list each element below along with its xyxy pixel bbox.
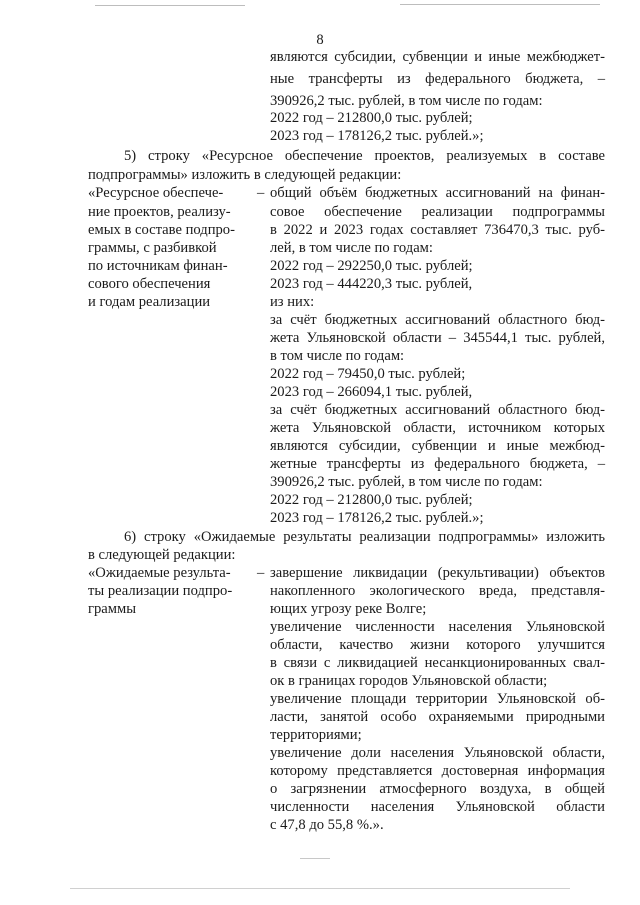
item6-right-line: ласти, занятой особо охраняемыми природными xyxy=(270,709,605,725)
item6-intro-line: в следующей редакции: xyxy=(88,547,236,563)
scan-artifact xyxy=(95,5,245,6)
item5-right-line: 2023 год – 178126,2 тыс. рублей.»; xyxy=(270,510,484,526)
item6-right-line: увеличение доли населения Ульяновской области, xyxy=(270,745,605,761)
item5-right-line: 2022 год – 79450,0 тыс. рублей; xyxy=(270,366,466,382)
item5-right-line: лей, в том числе по годам: xyxy=(270,240,433,256)
item5-left-line: по источникам финан- xyxy=(88,258,228,274)
top-block-line: ные трансферты из федерального бюджета, – xyxy=(270,71,605,87)
item6-intro-line: 6) строку «Ожидаемые результаты реализации подпрограммы» изложить xyxy=(124,529,605,545)
page-number: 8 xyxy=(316,32,324,48)
scan-artifact xyxy=(400,4,600,5)
item5-right-line: из них: xyxy=(270,294,315,310)
item5-right-line: жета Ульяновской области – 345544,1 тыс. рублей, xyxy=(270,330,605,346)
item6-right-line: увеличение площади территории Ульяновской об- xyxy=(270,691,605,707)
item5-right-line: 2022 год – 212800,0 тыс. рублей; xyxy=(270,492,473,508)
scan-artifact xyxy=(70,888,570,889)
top-block-line: 2023 год – 178126,2 тыс. рублей.»; xyxy=(270,128,484,144)
item6-right-line: в связи с ликвидацией несанкционированных свал- xyxy=(270,655,605,671)
item5-right-line: общий объём бюджетных ассигнований на финан- xyxy=(270,185,605,201)
item6-right-line: которому представляется достоверная информация xyxy=(270,763,605,779)
item5-right-line: 2022 год – 292250,0 тыс. рублей; xyxy=(270,258,473,274)
item6-right-line: завершение ликвидации (рекультивации) объектов xyxy=(270,565,605,581)
item6-right-line: накопленного экологического вреда, представля- xyxy=(270,583,605,599)
item6-right-line: численности населения Ульяновской области xyxy=(270,799,605,815)
item5-right-line: за счёт бюджетных ассигнований областного бюд- xyxy=(270,402,605,418)
item5-right-line: являются субсидии, субвенции и иные межбюд- xyxy=(270,438,605,454)
item5-left-line: и годам реализации xyxy=(88,294,211,310)
top-block-line: являются субсидии, субвенции и иные межбюджет- xyxy=(270,49,605,65)
item5-right-line: жета Ульяновской области, источником которых xyxy=(270,420,605,436)
item6-right-line: области, качество жизни которого улучшится xyxy=(270,637,605,653)
item5-right-line: совое обеспечение реализации подпрограммы xyxy=(270,204,605,220)
top-block-line: 390926,2 тыс. рублей, в том числе по годам: xyxy=(270,93,543,109)
item6-right-line: ющих угрозу реке Волге; xyxy=(270,601,427,617)
item5-right-line: 390926,2 тыс. рублей, в том числе по годам: xyxy=(270,474,543,490)
item6-right-line: о загрязнении атмосферного воздуха, в общей xyxy=(270,781,605,797)
item6-right-line: с 47,8 до 55,8 %.». xyxy=(270,817,384,833)
item5-left-line: ние проектов, реализу- xyxy=(88,204,231,220)
item5-right-line: в 2022 и 2023 годах составляет 736470,3 тыс. руб- xyxy=(270,222,605,238)
item5-right-line: 2023 год – 444220,3 тыс. рублей, xyxy=(270,276,473,292)
item5-right-line: жетные трансферты из федерального бюджета, – xyxy=(270,456,605,472)
item5-right-line: в том числе по годам: xyxy=(270,348,405,364)
item5-left-line: граммы, с разбивкой xyxy=(88,240,217,256)
item5-dash: – xyxy=(257,185,265,201)
item5-left-line: емых в составе подпро- xyxy=(88,222,235,238)
top-block-line: 2022 год – 212800,0 тыс. рублей; xyxy=(270,110,473,126)
item5-right-line: 2023 год – 266094,1 тыс. рублей, xyxy=(270,384,473,400)
item5-right-line: за счёт бюджетных ассигнований областного бюд- xyxy=(270,312,605,328)
item5-intro-line: подпрограммы» изложить в следующей редакции: xyxy=(88,167,402,183)
item5-intro-line: 5) строку «Ресурсное обеспечение проектов, реализуемых в составе xyxy=(124,148,605,164)
item5-left-line: «Ресурсное обеспече- xyxy=(88,185,224,201)
item6-right-line: ок в границах городов Ульяновской области; xyxy=(270,673,548,689)
scan-artifact xyxy=(300,858,330,859)
item6-left-line: ты реализации подпро- xyxy=(88,583,233,599)
item6-left-line: «Ожидаемые результа- xyxy=(88,565,231,581)
item6-dash: – xyxy=(257,565,265,581)
item6-right-line: увеличение численности населения Ульяновской xyxy=(270,619,605,635)
item6-right-line: территориями; xyxy=(270,727,362,743)
item6-left-line: граммы xyxy=(88,601,137,617)
item5-left-line: сового обеспечения xyxy=(88,276,211,292)
